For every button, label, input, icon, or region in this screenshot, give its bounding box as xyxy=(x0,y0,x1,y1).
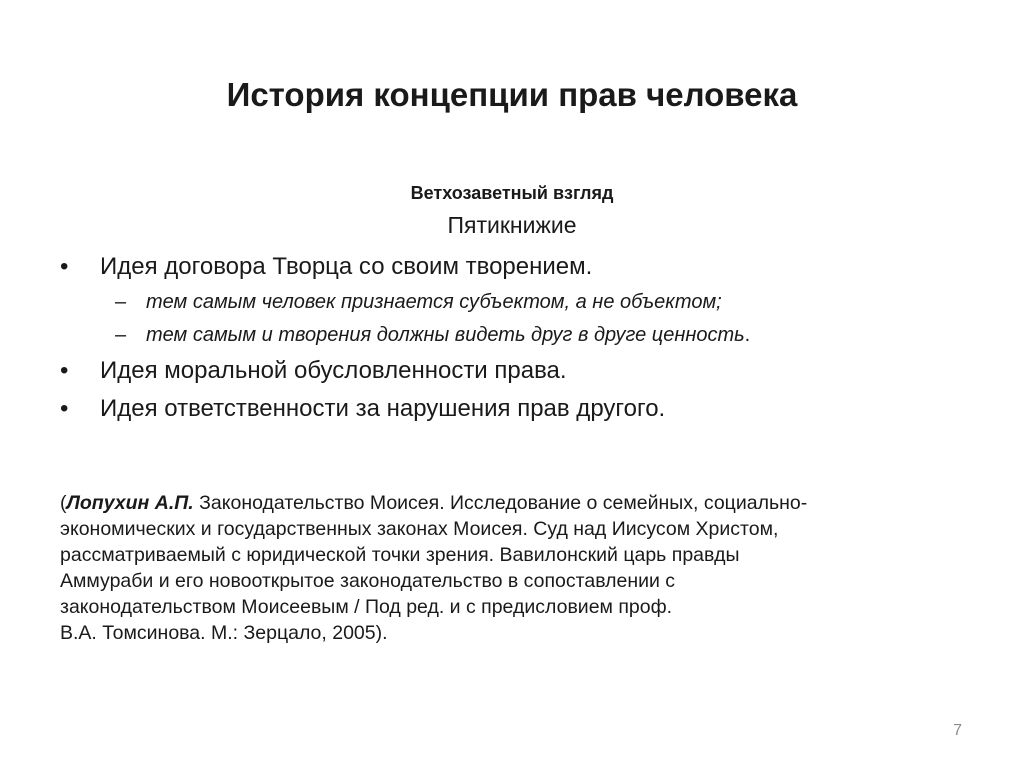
slide-subtitle: Ветхозаветный взгляд xyxy=(410,183,614,203)
dash-icon: – xyxy=(115,291,127,313)
bullet-item xyxy=(60,248,980,286)
citation-line: В.А. Томсинова. М.: Зерцало, 2005). xyxy=(60,622,388,644)
bullet-list xyxy=(60,248,980,428)
sub-bullet-text: тем самым человек признается субъектом, а не объектом; xyxy=(146,291,722,313)
citation-text: Законодательство Моисея. Исследование о семейных, социально- xyxy=(193,492,808,514)
citation-line: рассматриваемый с юридической точки зрения. Вавилонский царь правды xyxy=(60,544,740,566)
citation-line: Аммураби и его новооткрытое законодательство в сопоставлении с xyxy=(60,570,676,592)
citation-line: экономических и государственных законах Моисея. Суд над Иисусом Христом, xyxy=(60,518,779,540)
sub-bullet-item xyxy=(60,319,980,352)
bullet-item xyxy=(60,390,980,428)
bullet-icon: • xyxy=(60,253,69,280)
page-number: 7 xyxy=(953,722,962,739)
bullet-icon: • xyxy=(60,357,69,384)
bullet-text: Идея ответственности за нарушения прав другого. xyxy=(100,395,666,422)
slide-title: История концепции прав человека xyxy=(226,76,798,113)
slide-subtitle-pentateuch: Пятикнижие xyxy=(447,212,577,238)
bullet-item xyxy=(60,352,980,390)
dash-icon: – xyxy=(115,324,127,346)
citation-line: законодательством Моисеевым / Под ред. и с предисловием проф. xyxy=(60,596,673,618)
sub-bullet-tail: . xyxy=(744,324,751,346)
citation-author: Лопухин А.П. xyxy=(66,492,194,514)
citation-line xyxy=(60,490,960,516)
bullet-text: Идея моральной обусловленности права. xyxy=(100,357,567,384)
sub-bullet-text: тем самым и творения должны видеть друг в друге ценность xyxy=(146,324,745,346)
citation-open-paren: ( xyxy=(60,492,67,514)
bullet-text: Идея договора Творца со своим творением. xyxy=(100,253,593,280)
citation xyxy=(60,490,960,646)
sub-bullet-item xyxy=(60,286,980,319)
bullet-icon: • xyxy=(60,395,69,422)
